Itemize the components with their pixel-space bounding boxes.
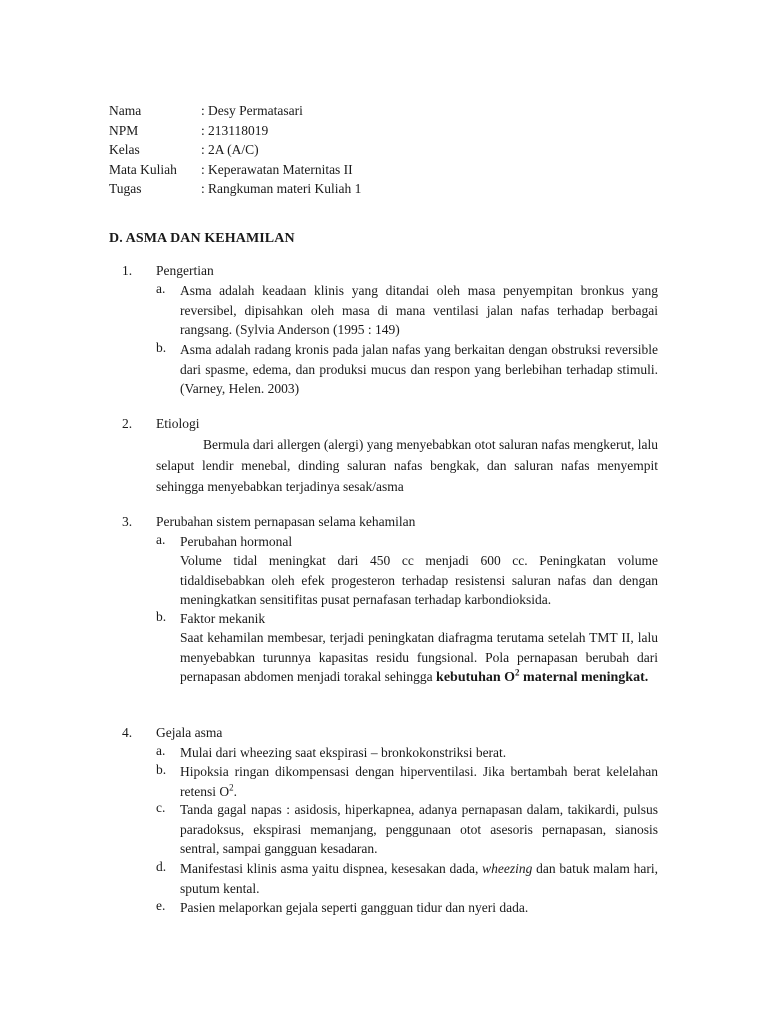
item-letter: b. (156, 609, 167, 624)
info-row-npm (109, 121, 361, 141)
section-number: 4. (122, 725, 133, 740)
info-value: Keperawatan Maternitas II (208, 161, 353, 177)
item-letter: b. (156, 762, 167, 777)
item-title: Perubahan hormonal (180, 534, 293, 549)
info-separator: : (201, 142, 205, 157)
student-info (109, 101, 361, 199)
item-letter: b. (156, 340, 167, 355)
item-text: Asma adalah radang kronis pada jalan nafas yang berkaitan dengan obstruksi reversible dari spasme, edema, dan produksi mucus dan respon yang berlebihan terhadap stimuli. (Varney, Helen. 2003) (180, 342, 658, 396)
item-letter: a. (156, 743, 166, 758)
info-value: 213118019 (208, 122, 269, 138)
item-title: Faktor mekanik (180, 611, 266, 626)
info-value: Desy Permatasari (208, 103, 303, 118)
item-letter: e. (156, 898, 166, 913)
item-text: Mulai dari wheezing saat ekspirasi – bronkokonstriksi berat. (180, 745, 507, 760)
item-text: Asma adalah keadaan klinis yang ditandai oleh masa penyempitan bronkus yang reversibel, dipisahkan oleh masa di mana ventilasi jalan nafas terhadap berbagai rangsang. (Sylvia Anderson (1995 : 149) (180, 283, 658, 337)
item-letter: a. (156, 532, 166, 547)
bold-conclusion (436, 667, 649, 685)
paragraph-text: Bermula dari allergen (alergi) yang menyebabkan otot saluran nafas mengkerut, lalu selaput lendir menebal, dinding saluran nafas bengkak, dan saluran nafas menyempit sehingga menyebabkan terjadinya sesak/asma (156, 437, 658, 494)
info-separator: : (201, 122, 205, 138)
item-text: Tanda gagal napas : asidosis, hiperkapnea, adanya pernapasan dalam, takikardi, pulsus paradoksus, ekspirasi memanjang, penggunaan otot asesoris pernapasan, sianosis sentral, sampai gangguan kesadaran. (180, 802, 658, 856)
section-number: 3. (122, 514, 133, 529)
item-text: . (233, 783, 237, 799)
section-number: 2. (122, 416, 133, 431)
item-text: Volume tidal meningkat dari 450 cc menjadi 600 cc. Peningkatan volume tidaldisebabkan oleh efek progesteron terhadap resistensi saluran nafas dan dengan meningkatkan sensitifitas pusat pernafasan terhadap karbondioksida. (180, 553, 658, 607)
section-title: Etiologi (156, 416, 200, 431)
bold-text: maternal meningkat. (519, 670, 649, 685)
info-separator: : (201, 103, 205, 118)
bold-text: kebutuhan O (436, 670, 516, 685)
item-paragraph (180, 859, 658, 898)
item-paragraph (180, 762, 658, 801)
section-title: Gejala asma (156, 725, 223, 740)
superscript: 2 (229, 782, 234, 792)
item-letter: d. (156, 859, 167, 874)
item-paragraph (180, 628, 658, 688)
section-number: 1. (122, 263, 133, 278)
item-text: Saat kehamilan membesar, terjadi peningkatan diafragma terutama setelah TMT II, lalu menyebabkan turunnya kapasitas residu fungsional. Pola pernapasan berubah dari pernapasan abdomen menjadi torakal sehingga (180, 630, 658, 684)
info-separator: : (201, 181, 205, 196)
info-row-nama (109, 101, 361, 121)
italic-term: wheezing (482, 861, 533, 876)
section-title: Pengertian (156, 263, 214, 278)
info-row-mata-kuliah (109, 160, 361, 180)
info-separator: : (201, 161, 205, 177)
info-label: Mata Kuliah (109, 161, 177, 177)
item-letter: a. (156, 281, 166, 296)
info-label: Tugas (109, 181, 142, 196)
info-value: Rangkuman materi Kuliah 1 (208, 181, 362, 196)
info-row-tugas (109, 179, 361, 199)
info-row-kelas (109, 140, 361, 160)
info-label: Nama (109, 103, 142, 118)
item-letter: c. (156, 800, 166, 815)
superscript: 2 (515, 667, 520, 678)
etiologi-paragraph (156, 434, 658, 497)
item-text: Manifestasi klinis asma yaitu dispnea, kesesakan dada, (180, 861, 483, 876)
item-text: Hipoksia ringan dikompensasi dengan hiperventilasi. Jika bertambah berat kelelahan retensi O (180, 764, 658, 799)
item-text: dan batuk malam hari, sputum kental. (180, 861, 659, 896)
info-label: Kelas (109, 142, 140, 157)
section-heading: D. ASMA DAN KEHAMILAN (109, 231, 295, 246)
info-value: 2A (A/C) (208, 142, 259, 157)
section-title: Perubahan sistem pernapasan selama kehamilan (156, 514, 416, 529)
info-label: NPM (109, 122, 139, 138)
item-text: Pasien melaporkan gejala seperti gangguan tidur dan nyeri dada. (180, 900, 529, 915)
